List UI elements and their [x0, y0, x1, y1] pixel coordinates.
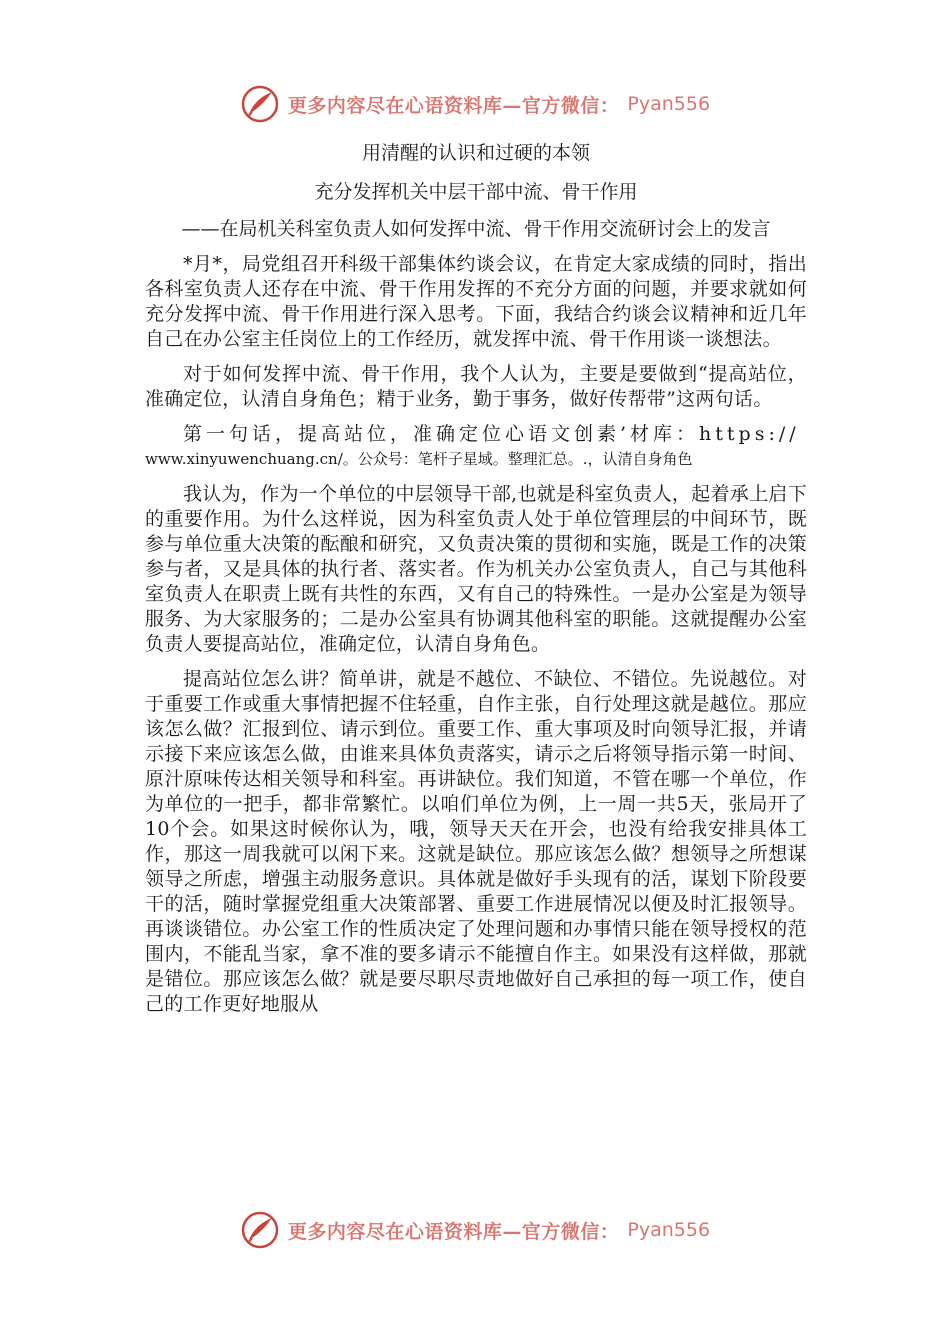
first-sentence-line2: www.xinyuwenchuang.cn/。公众号：笔杆子星域。整理汇总。.，认清自身角色 [145, 450, 693, 468]
paragraph-thesis: 对于如何发挥中流、骨干作用，我个人认为，主要是要做到“提高站位，准确定位，认清自身角色；精于业务，勤于事务，做好传帮带”这两句话。 [145, 363, 807, 410]
title-line-1: 用清醒的认识和过硬的本领 [361, 142, 590, 164]
header-banner [0, 80, 950, 128]
document-subtitle: ——在局机关科室负责人如何发挥中流、骨干作用交流研讨会上的发言 [181, 218, 771, 240]
banner-wechat-id: Pyan556 [627, 93, 711, 115]
first-sentence-heading: 第一句话，提高站位，准确定位心语文创素’材库：https:// [183, 423, 800, 445]
pen-logo-icon [240, 1210, 280, 1250]
paragraph-positioning: 提高站位怎么讲？简单讲，就是不越位、不缺位、不错位。先说越位。对于重要工作或重大事情把握不住轻重，自作主张，自行处理这就是越位。那应该怎么做？汇报到位、请示到位。重要工作、重大事项及时向领导汇报，并请示接下来应该怎么做，由谁来具体负责落实，请示之后将领导指示第一时间、原汁原味传达相关领导和科室。再讲缺位。我们知道，不管在哪一个单位，作为单位的一把手，都非常繁忙。以咱们单位为例，上一周一共5天，张局开了10个会。如果这时候你认为，哦，领导天天在开会，也没有给我安排具体工作，那这一周我就可以闲下来。这就是缺位。那应该怎么做？想领导之所想谋领导之所虑，增强主动服务意识。具体就是做好手头现有的活，谋划下阶段要干的活，随时掌握党组重大决策部署、重要工作进展情况以便及时汇报领导。再谈谈错位。办公室工作的性质决定了处理问题和办事情只能在领导授权的范围内，不能乱当家，拿不准的要多请示不能擅自作主。如果没有这样做，那就是错位。那应该怎么做？就是要尽职尽责地做好自己承担的每一项工作，使自己的工作更好地服从 [145, 668, 807, 1015]
document-body [145, 138, 807, 1027]
banner-text: 更多内容尽在心语资料库—官方微信： [287, 94, 620, 117]
paragraph-role: 我认为，作为一个单位的中层领导干部,也就是科室负责人，起着承上启下的重要作用。为什么这样说，因为科室负责人处于单位管理层的中间环节，既参与单位重大决策的酝酿和研究，又负责决策的贯彻和实施，既是工作的决策参与者，又是具体的执行者、落实者。作为机关办公室负责人，自己与其他科室负责人在职责上既有共性的东西，又有自己的特殊性。一是办公室是为领导服务、为大家服务的；二是办公室具有协调其他科室的职能。这就提醒办公室负责人要提高站位，准确定位，认清自身角色。 [145, 483, 807, 655]
footer-banner [0, 1206, 950, 1254]
title-line-2: 充分发挥机关中层干部中流、骨干作用 [314, 181, 638, 203]
paragraph-intro: *月*，局党组召开科级干部集体约谈会议，在肯定大家成绩的同时，指出各科室负责人还存在中流、骨干作用发挥的不充分方面的问题，并要求就如何充分发挥中流、骨干作用进行深入思考。下面，我结合约谈会议精神和近几年自己在办公室主任岗位上的工作经历，就发挥中流、骨干作用谈一谈想法。 [145, 253, 807, 350]
pen-logo-icon [240, 84, 280, 124]
footer-banner-text: 更多内容尽在心语资料库—官方微信： [287, 1220, 620, 1243]
footer-banner-wechat-id: Pyan556 [627, 1219, 711, 1241]
